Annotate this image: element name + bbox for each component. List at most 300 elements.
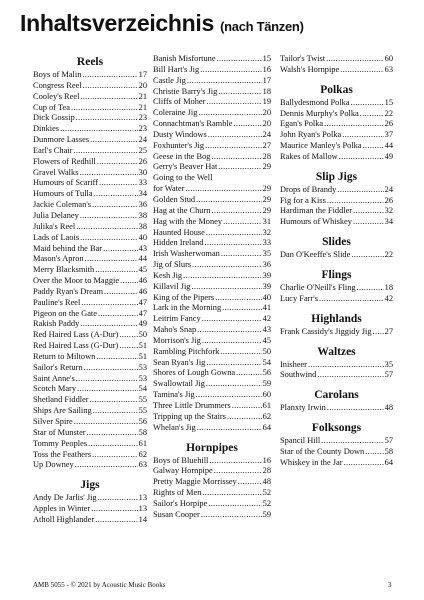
toc-entry [33, 352, 147, 363]
toc-entry [280, 436, 393, 447]
tune-title: Shores of Lough Gowna [153, 368, 236, 378]
leader-dots [208, 130, 262, 141]
tune-title: Bill Hart's Jig [153, 64, 200, 74]
tune-title: Cooley's Reel [33, 91, 80, 101]
page-ref: 54 [138, 384, 147, 394]
toc-entry [280, 283, 393, 294]
page-ref: 27 [262, 140, 271, 150]
toc-entry [280, 130, 393, 141]
page-ref: 48 [262, 477, 271, 487]
toc-entry [153, 488, 271, 499]
tune-title: Cup of Tea [33, 102, 70, 112]
page-ref: 51 [138, 351, 147, 361]
toc-entry [153, 477, 271, 488]
tune-title: Egan's Polka [280, 119, 324, 129]
page-ref: 29 [262, 162, 271, 172]
tune-title: Sailor's Horpipe [153, 498, 208, 508]
tune-title: Ballydesmond Polka [280, 97, 350, 107]
page-ref: 20 [262, 108, 271, 118]
leader-dots [81, 298, 137, 309]
page-ref: 34 [138, 189, 147, 199]
toc-entry [33, 450, 147, 461]
page-ref: 18 [262, 86, 271, 96]
tune-title: Maho's Snap [153, 325, 197, 335]
page-ref: 24 [384, 184, 393, 194]
toc-entry [280, 327, 393, 338]
toc-entry [153, 347, 271, 358]
tune-title: Cliffs of Moher [153, 97, 206, 107]
section-heading: Hornpipes [186, 441, 238, 454]
tune-title: Red Haired Lass (A-Dur) [33, 330, 119, 340]
toc-entry [33, 515, 147, 526]
leader-dots [76, 113, 138, 124]
page-ref: 13 [138, 504, 147, 514]
page-ref: 58 [138, 427, 147, 437]
page-ref: 23 [138, 113, 147, 123]
leader-dots [80, 211, 138, 222]
leader-dots [353, 217, 384, 228]
leader-dots [186, 184, 262, 195]
toc-entry [153, 54, 271, 65]
toc-entry [33, 417, 147, 428]
tune-title: Rakes of Mallow [280, 151, 338, 161]
tune-title: Dusty Windows [153, 129, 207, 139]
toc-entry [153, 238, 271, 249]
leader-dots [90, 135, 138, 146]
leader-dots [236, 368, 262, 379]
page-ref: 43 [138, 243, 147, 253]
tune-title: Three Little Drummers [153, 401, 231, 410]
page-ref: 35 [262, 249, 271, 259]
tune-title: Geese in the Bog [153, 151, 211, 161]
page-ref: 62 [138, 449, 147, 459]
tune-title: Return to Miltown [33, 351, 96, 361]
leader-dots [119, 330, 137, 341]
page-ref: 47 [138, 308, 147, 318]
section-heading: Folksongs [311, 422, 362, 435]
leader-dots [342, 130, 383, 141]
tune-title: Jackie Coleman's [33, 200, 92, 210]
leader-dots [220, 347, 261, 358]
page-ref: 60 [262, 390, 271, 400]
leader-dots [326, 54, 384, 65]
leader-dots [321, 436, 383, 447]
tune-title: Andy De Jarlis' Jig [33, 493, 97, 503]
leader-dots [214, 466, 262, 477]
leader-dots [76, 222, 137, 233]
page-ref: 37 [384, 130, 393, 140]
leader-dots [308, 360, 384, 371]
leader-dots [73, 146, 137, 157]
toc-entry [280, 98, 393, 109]
leader-dots [218, 162, 261, 173]
leader-dots [217, 54, 262, 65]
page-ref: 46 [138, 286, 147, 296]
page-ref: 59 [262, 379, 271, 389]
toc-entry [153, 456, 271, 467]
page-ref: 63 [138, 460, 147, 470]
page-ref: 64 [384, 457, 393, 467]
page-ref: 17 [262, 75, 271, 85]
tune-title: Spancil Hill [280, 436, 321, 446]
leader-dots [205, 141, 262, 152]
section-heading: Reels [76, 56, 104, 68]
toc-entry [33, 265, 147, 276]
tune-title: Maid behind the Bar [33, 243, 103, 253]
tune-title: Scotch Mary [33, 384, 77, 394]
leader-dots [340, 65, 383, 76]
toc-entry [153, 152, 271, 163]
leader-dots [208, 499, 261, 510]
tune-title: Julika's Reel [33, 221, 76, 231]
toc-entry [153, 87, 271, 98]
toc-entry [280, 196, 393, 207]
leader-dots [88, 439, 138, 450]
tune-title: Galway Hornpipe [153, 466, 213, 476]
toc-entry [153, 217, 271, 228]
page-ref: 16 [262, 455, 271, 465]
page-ref: 25 [138, 145, 147, 155]
tune-title: Toss the Feathers [33, 449, 92, 459]
toc-entry [153, 195, 271, 206]
toc-entry [153, 423, 271, 434]
tune-title: Pauline's Reel [33, 297, 81, 307]
toc-entry [33, 384, 147, 395]
leader-dots [373, 327, 384, 338]
leader-dots [82, 70, 137, 81]
section-heading: Polkas [320, 83, 353, 96]
toc-entry [153, 336, 271, 347]
tune-title: Humours of Whiskey [280, 217, 352, 227]
page-ref: 48 [384, 403, 393, 413]
toc-entry [280, 250, 393, 261]
page-ref: 18 [384, 282, 393, 292]
tune-title: Coleraine Jig [153, 108, 198, 118]
tune-title: Tamina's Jig [153, 390, 195, 400]
tune-title: Maurice Manley's Polka [280, 141, 362, 151]
leader-dots [218, 87, 261, 98]
toc-entry [153, 390, 271, 401]
tune-title: Lads of Laois [33, 232, 80, 242]
tune-title: Irish Washerwoman [153, 249, 220, 259]
tune-title: Star of Munster [33, 427, 86, 437]
page-ref: 27 [384, 326, 393, 336]
tune-title: Connachtman's Ramble [153, 119, 233, 129]
tune-title: Tripping up the Stairs [153, 411, 226, 421]
page-ref: 49 [384, 151, 393, 161]
tune-title: Charlie O'Neill's Fling [280, 282, 356, 292]
leader-dots [232, 401, 262, 412]
tune-title: Rambling Pitchfork [153, 346, 220, 356]
page-ref: 29 [262, 194, 271, 204]
tune-title: Humours of Tulla [33, 189, 93, 199]
page-ref: 50 [262, 346, 271, 356]
page-ref: 61 [138, 438, 147, 448]
leader-dots [80, 92, 137, 103]
page-ref: 24 [138, 135, 147, 145]
toc-entry [153, 108, 271, 119]
leader-dots [324, 119, 383, 130]
page-ref: 28 [262, 466, 271, 476]
page-ref: 54 [262, 357, 271, 367]
leader-dots [200, 65, 261, 76]
toc-entry [33, 244, 147, 255]
page-ref: 21 [138, 91, 147, 101]
toc-entry [33, 92, 147, 103]
toc-entry [280, 206, 393, 217]
leader-dots [98, 493, 138, 504]
title-main: Inhaltsverzeichnis [20, 10, 215, 36]
tune-title: Drops of Brandy [280, 184, 337, 194]
toc-entry [33, 395, 147, 406]
toc-entry [33, 341, 147, 352]
toc-entry [280, 54, 393, 65]
tune-title: Susan Cooper [153, 509, 200, 519]
toc-entry [33, 493, 147, 504]
page-ref: 31 [262, 216, 271, 226]
tune-title: Flowers of Redhill [33, 156, 96, 166]
toc-entry [280, 185, 393, 196]
tune-title: Silver Spire [33, 417, 73, 426]
leader-dots [327, 403, 384, 414]
tune-title: Rights of Men [153, 488, 202, 498]
toc-entry [280, 360, 393, 371]
tune-title: Sailor's Return [33, 362, 83, 372]
leader-dots [353, 206, 384, 217]
page-ref: 53 [138, 373, 147, 383]
tune-title: Paddy Ryan's Dream [33, 286, 104, 296]
toc-entry [33, 103, 147, 114]
page-ref: 26 [384, 195, 393, 205]
leader-dots [60, 124, 138, 135]
leader-dots [71, 103, 138, 114]
toc-entry [33, 135, 147, 146]
page-ref: 64 [262, 422, 271, 432]
leader-dots [339, 152, 384, 163]
tune-title: Humours of Scariff [33, 178, 98, 188]
toc-entry [33, 309, 147, 320]
leader-dots [80, 319, 137, 330]
leader-dots [337, 185, 383, 196]
tune-title: Golden Stud [153, 194, 196, 204]
leader-dots [197, 325, 261, 336]
toc-entry [153, 412, 271, 423]
page-ref: 34 [384, 217, 393, 227]
leader-dots [202, 314, 262, 325]
leader-dots [98, 309, 138, 320]
toc-entry [33, 233, 147, 244]
toc-entry [33, 276, 147, 287]
page-ref: 15 [262, 54, 271, 63]
page-ref: 20 [262, 119, 271, 129]
tune-title: Dunmore Lasses [33, 135, 90, 145]
tune-title: Boys of Bluehill [153, 455, 209, 465]
toc-entry [33, 319, 147, 330]
leader-dots [206, 97, 261, 108]
toc-entry [153, 130, 271, 141]
page-ref: 20 [138, 80, 147, 90]
tune-title: Merry Blacksmith [33, 265, 95, 275]
tune-title: Morrison's Jig [153, 335, 201, 345]
toc-entry [33, 157, 147, 168]
tune-title: Castle Jig [153, 75, 186, 85]
page-ref: 56 [262, 368, 271, 378]
toc-entry [153, 141, 271, 152]
leader-dots [77, 384, 138, 395]
leader-dots [319, 294, 384, 305]
toc-entry [153, 260, 271, 271]
toc-entry [33, 406, 147, 417]
page-ref: 13 [138, 493, 147, 503]
leader-dots [119, 341, 137, 352]
leader-dots [187, 76, 262, 87]
toc-entry [33, 113, 147, 124]
toc-entry [280, 403, 393, 414]
leader-dots [198, 108, 261, 119]
toc-entry [153, 499, 271, 510]
tune-title: Julia Delaney [33, 210, 79, 220]
toc-entry [153, 249, 271, 260]
tune-title: Dennis Murphy's Polka [280, 108, 359, 118]
tune-title: Hidden Ireland [153, 238, 204, 248]
toc-entry [280, 447, 393, 458]
toc-column-2 [153, 54, 271, 521]
tune-title: for Water [153, 184, 185, 194]
toc-entry [33, 287, 147, 298]
leader-dots [197, 423, 262, 434]
page-ref: 30 [138, 167, 147, 177]
tune-title: Dan O'Keeffe's Slide [280, 250, 351, 260]
leader-dots [357, 283, 384, 294]
page-ref: 29 [262, 184, 271, 194]
toc-entry [280, 217, 393, 228]
leader-dots [363, 141, 384, 152]
page-ref: 19 [262, 97, 271, 107]
page-ref: 43 [262, 325, 271, 335]
page-ref: 36 [262, 260, 271, 270]
toc-entry [153, 173, 271, 184]
leader-dots [99, 178, 138, 189]
page-ref: 40 [262, 292, 271, 302]
toc-entry [280, 141, 393, 152]
leader-dots [104, 287, 138, 298]
page-ref: 26 [384, 119, 393, 129]
tune-title: Tommy Peoples [33, 438, 88, 448]
title-subtitle: (nach Tänzen) [220, 19, 304, 34]
section-heading: Slides [322, 236, 351, 249]
tune-title: Walsh's Hornpipe [280, 64, 340, 74]
page-ref: 38 [138, 210, 147, 220]
tune-title: King of the Pipers [153, 292, 215, 302]
leader-dots [80, 233, 138, 244]
toc-entry [153, 206, 271, 217]
page-ref: 57 [384, 436, 393, 446]
tune-title: Haunted House [153, 227, 205, 237]
page-ref: 22 [384, 250, 393, 260]
toc-entry [153, 293, 271, 304]
page-ref: 39 [262, 270, 271, 280]
leader-dots [327, 196, 384, 207]
tune-title: Lark in the Morning [153, 303, 222, 313]
tune-title: Up Downey [33, 460, 74, 470]
leader-dots [191, 282, 261, 293]
toc-entry [153, 119, 271, 130]
page-ref: 55 [138, 406, 147, 416]
toc-entry [33, 504, 147, 515]
tune-title: Apples in Winter [33, 504, 91, 514]
tune-title: Gerry's Beaver Hat [153, 162, 218, 172]
tune-title: Ships Are Sailing [33, 406, 92, 416]
toc-entry [153, 325, 271, 336]
toc-entry [280, 65, 393, 76]
page-ref: 52 [262, 498, 271, 508]
page-ref: 21 [138, 102, 147, 112]
section-heading: Highlands [311, 312, 362, 325]
tune-title: Earl's Chair [33, 145, 73, 155]
page-ref: 45 [138, 265, 147, 275]
tune-title: Dinkies [33, 124, 60, 134]
leader-dots [351, 98, 384, 109]
tune-title: Leitrim Fancy [153, 314, 201, 324]
page-ref: 28 [262, 151, 271, 161]
leader-dots [83, 81, 138, 92]
tune-title: Atholl Highlander [33, 514, 95, 524]
leader-dots [238, 477, 262, 488]
tune-title: Red Haired Lass (G-Dur) [33, 341, 119, 351]
toc-entry [280, 458, 393, 469]
toc-entry [33, 460, 147, 471]
page-ref: 36 [138, 200, 147, 210]
tune-title: Saint Anne's [33, 373, 75, 383]
leader-dots [94, 189, 138, 200]
tune-title: Fig for a Kiss [280, 195, 326, 205]
leader-dots [84, 363, 138, 374]
page-ref: 16 [262, 64, 271, 74]
leader-dots [204, 238, 261, 249]
toc-entry [153, 282, 271, 293]
tune-title: Kesh Jig [153, 270, 183, 280]
toc-entry [153, 510, 271, 521]
leader-dots [211, 152, 261, 163]
tune-title: John Ryan's Polka [280, 130, 342, 140]
tune-title: Over the Moor to Maggie [33, 276, 120, 286]
toc-entry [280, 294, 393, 305]
page-ref: 33 [138, 178, 147, 188]
tune-title: Inisheer [280, 359, 307, 369]
tune-title: Sean Ryan's Jig [153, 357, 206, 367]
leader-dots [233, 119, 261, 130]
leader-dots [221, 249, 262, 260]
toc-entry [33, 428, 147, 439]
tune-title: Hardiman the Fiddler [280, 206, 353, 216]
page-ref: 46 [138, 276, 147, 286]
tune-title: Killavil Jig [153, 281, 191, 291]
toc-entry [153, 379, 271, 390]
page-ref: 57 [384, 370, 393, 380]
tune-title: Boys of Malin [33, 70, 82, 79]
leader-dots [183, 271, 262, 282]
leader-dots [91, 504, 137, 515]
page-ref: 35 [384, 359, 393, 369]
page-ref: 29 [262, 205, 271, 215]
toc-entry [33, 298, 147, 309]
leader-dots [192, 260, 261, 271]
toc-column-3 [280, 54, 393, 469]
section-heading: Slip Jigs [315, 170, 358, 183]
leader-dots [90, 395, 138, 406]
toc-entry [33, 70, 147, 81]
leader-dots [206, 228, 262, 239]
